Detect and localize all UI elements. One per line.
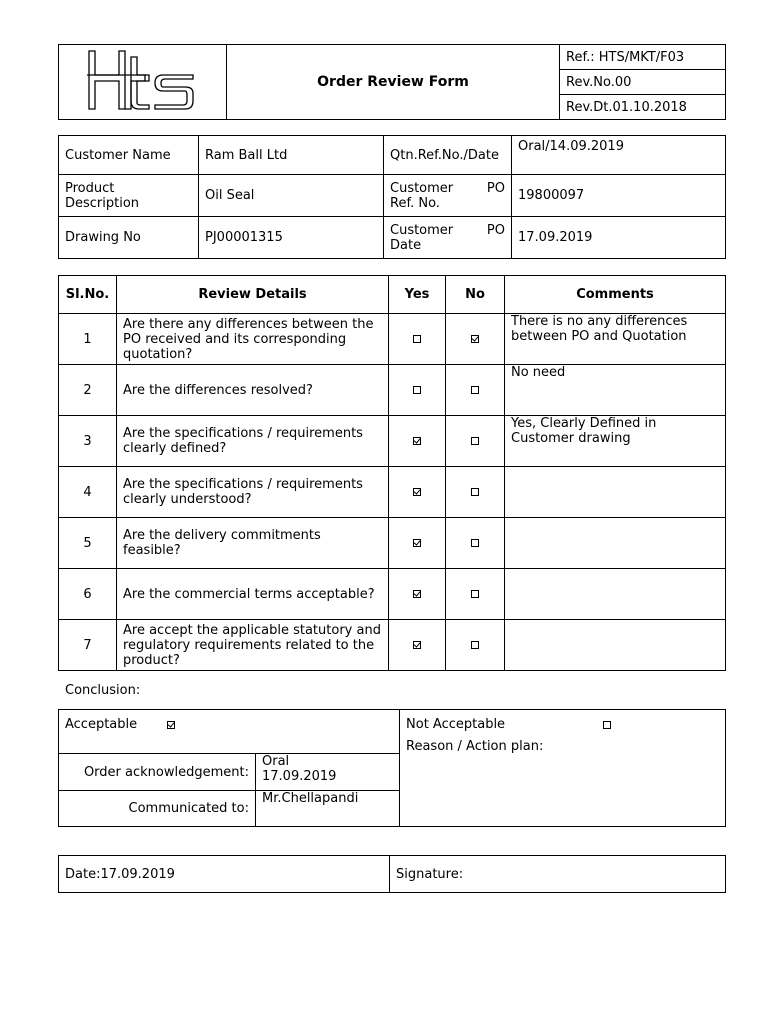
- company-logo: [83, 47, 203, 113]
- customer-name-label: Customer Name: [59, 136, 199, 175]
- signature-field: Signature:: [390, 856, 726, 893]
- review-detail: Are the delivery commitments feasible?: [117, 518, 389, 569]
- form-title: Order Review Form: [227, 45, 560, 120]
- no-cell: [446, 416, 505, 467]
- row-number: 3: [59, 416, 117, 467]
- review-row: [59, 569, 726, 620]
- review-table: [58, 275, 726, 671]
- no-checkbox[interactable]: [471, 488, 479, 496]
- drawing-no-label: Drawing No: [59, 217, 199, 259]
- row-number: 5: [59, 518, 117, 569]
- drawing-no-value: PJ00001315: [199, 217, 384, 259]
- no-checkbox[interactable]: [471, 590, 479, 598]
- no-checkbox[interactable]: [471, 335, 479, 343]
- review-row: [59, 467, 726, 518]
- review-row: [59, 365, 726, 416]
- review-row: [59, 518, 726, 569]
- review-row: [59, 620, 726, 671]
- col-header-slno: Sl.No.: [59, 276, 117, 314]
- comment: [505, 518, 726, 569]
- header-table: [58, 44, 726, 120]
- logo-cell: [59, 45, 227, 120]
- yes-checkbox[interactable]: [413, 539, 421, 547]
- no-cell: [446, 365, 505, 416]
- yes-cell: [389, 569, 446, 620]
- customer-po-date-label: Customer PO Date: [384, 217, 512, 259]
- comment: No need: [505, 365, 726, 416]
- col-header-comments: Comments: [505, 276, 726, 314]
- row-number: 6: [59, 569, 117, 620]
- yes-checkbox[interactable]: [413, 641, 421, 649]
- yes-cell: [389, 416, 446, 467]
- no-cell: [446, 620, 505, 671]
- yes-checkbox[interactable]: [413, 335, 421, 343]
- customer-po-date-value: 17.09.2019: [512, 217, 726, 259]
- yes-cell: [389, 620, 446, 671]
- col-header-yes: Yes: [389, 276, 446, 314]
- ref-number: Ref.: HTS/MKT/F03: [560, 45, 726, 70]
- no-cell: [446, 467, 505, 518]
- review-detail: Are the commercial terms acceptable?: [117, 569, 389, 620]
- no-checkbox[interactable]: [471, 641, 479, 649]
- not-acceptable-cell: [400, 710, 726, 827]
- col-header-review-details: Review Details: [117, 276, 389, 314]
- yes-checkbox[interactable]: [413, 488, 421, 496]
- communicated-to-label: Communicated to:: [59, 791, 256, 827]
- row-number: 7: [59, 620, 117, 671]
- conclusion-label: Conclusion:: [65, 683, 141, 698]
- acceptable-cell: [59, 710, 400, 754]
- order-ack-label: Order acknowledgement:: [59, 754, 256, 791]
- review-detail: Are accept the applicable statutory and regulatory requirements related to the product?: [117, 620, 389, 671]
- order-ack-value: Oral 17.09.2019: [256, 754, 400, 791]
- yes-checkbox[interactable]: [413, 437, 421, 445]
- comment: [505, 620, 726, 671]
- customer-po-ref-value: 19800097: [512, 175, 726, 217]
- no-cell: [446, 569, 505, 620]
- no-checkbox[interactable]: [471, 437, 479, 445]
- yes-cell: [389, 314, 446, 365]
- yes-cell: [389, 518, 446, 569]
- customer-po-ref-label: Customer PO Ref. No.: [384, 175, 512, 217]
- row-number: 4: [59, 467, 117, 518]
- review-detail: Are there any differences between the PO received and its corresponding quotation?: [117, 314, 389, 365]
- comment: [505, 467, 726, 518]
- communicated-to-value: Mr.Chellapandi: [256, 791, 400, 827]
- review-detail: Are the specifications / requirements clearly defined?: [117, 416, 389, 467]
- yes-cell: [389, 365, 446, 416]
- acceptable-label: Acceptable: [65, 717, 138, 732]
- yes-checkbox[interactable]: [413, 590, 421, 598]
- not-acceptable-checkbox[interactable]: [603, 721, 611, 729]
- row-number: 2: [59, 365, 117, 416]
- not-acceptable-label: Not Acceptable: [406, 717, 506, 732]
- yes-checkbox[interactable]: [413, 386, 421, 394]
- acceptable-checkbox[interactable]: [167, 721, 175, 729]
- review-detail: Are the differences resolved?: [117, 365, 389, 416]
- no-cell: [446, 518, 505, 569]
- product-description-value: Oil Seal: [199, 175, 384, 217]
- customer-name-value: Ram Ball Ltd: [199, 136, 384, 175]
- revision-date: Rev.Dt.01.10.2018: [560, 95, 726, 120]
- conclusion-table: [58, 709, 726, 827]
- revision-number: Rev.No.00: [560, 70, 726, 95]
- product-description-label: Product Description: [59, 175, 199, 217]
- qtn-ref-label: Qtn.Ref.No./Date: [384, 136, 512, 175]
- date-field: Date:17.09.2019: [59, 856, 390, 893]
- no-checkbox[interactable]: [471, 539, 479, 547]
- review-row: [59, 314, 726, 365]
- comment: [505, 569, 726, 620]
- comment: Yes, Clearly Defined in Customer drawing: [505, 416, 726, 467]
- review-row: [59, 416, 726, 467]
- reason-action-label: Reason / Action plan:: [406, 739, 544, 754]
- col-header-no: No: [446, 276, 505, 314]
- qtn-ref-value: Oral/14.09.2019: [512, 136, 726, 175]
- order-info-table: [58, 135, 726, 259]
- footer-table: [58, 855, 726, 893]
- yes-cell: [389, 467, 446, 518]
- no-checkbox[interactable]: [471, 386, 479, 394]
- comment: There is no any differences between PO and Quotation: [505, 314, 726, 365]
- review-detail: Are the specifications / requirements clearly understood?: [117, 467, 389, 518]
- no-cell: [446, 314, 505, 365]
- row-number: 1: [59, 314, 117, 365]
